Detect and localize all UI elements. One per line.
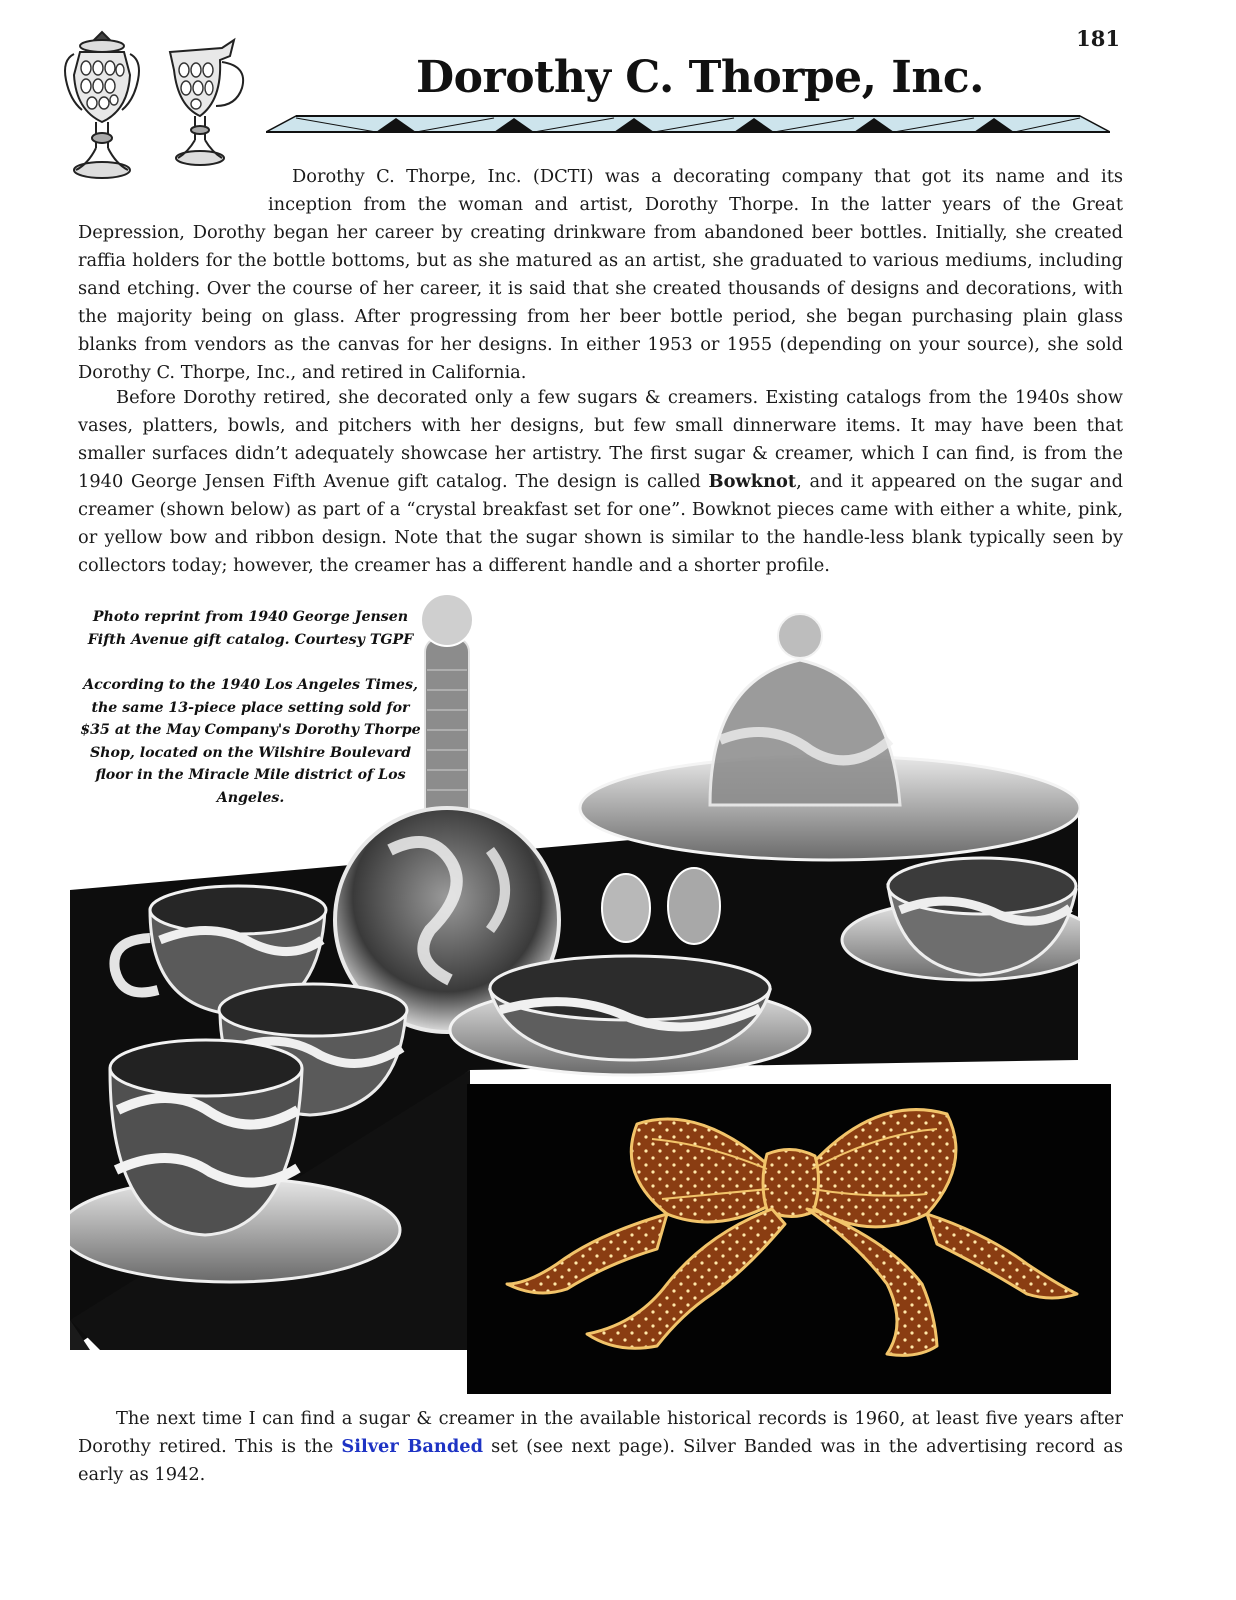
photo-credit-caption: Photo reprint from 1940 George Jensen Fifth Avenue gift catalog. Courtesy TGPF [87, 609, 414, 648]
bowknot-paragraph-text-after: , and it appeared on the sugar and creamer (shown below) as part of a “crystal breakfast set for one”. Bowknot pieces came with either a white, pink, or yellow bow and ribbon design. Note that the sugar shown is similar to the handle-less blank typically seen by collectors today; however, the creamer has a different handle and a shorter profile. [78, 471, 1123, 576]
bowknot-design-image [467, 1084, 1111, 1394]
bowknot-term: Bowknot [708, 471, 797, 492]
decorative-rule [266, 112, 1110, 136]
bowknot-bow-drawing [467, 1084, 1111, 1394]
silver-banded-link[interactable]: Silver Banded [341, 1436, 484, 1457]
silver-banded-paragraph [78, 1405, 1123, 1489]
page-number: 181 [1076, 26, 1120, 51]
bowknot-paragraph [78, 384, 1123, 580]
times-note-caption: According to the 1940 Los Angeles Times, the same 13-piece place setting sold for $35 at the May Company's Dorothy Thorpe Shop, located on the Wilshire Boulevard floor in the Miracle Mile district of Los Angeles. [80, 677, 421, 806]
intro-paragraph-text: Dorothy C. Thorpe, Inc. (DCTI) was a decorating company that got its name and its inception from the woman and artist, Dorothy Thorpe. In the latter years of the Great Depression, Dorothy began her career by creating drinkware from abandoned beer bottles. Initially, she created raffia holders for the bottle bottoms, but as she matured as an artist, she graduated to various mediums, including sand etching. Over the course of her career, it is said that she created thousands of designs and decorations, with the majority being on glass. After progressing from her beer bottle period, she began purchasing plain glass blanks from vendors as the canvas for her designs. In either 1953 or 1955 (depending on your source), she sold Dorothy C. Thorpe, Inc., and retired in California. [78, 166, 1123, 383]
intro-paragraph [78, 163, 1123, 387]
page-title: Dorothy C. Thorpe, Inc. [416, 52, 984, 103]
bowknot-paragraph-text-before: Before Dorothy retired, she decorated only a few sugars & creamers. Existing catalogs from the 1940s show vases, platters, bowls, and pitchers with her designs, but few small dinnerware items. It may have been that smaller surfaces didn’t adequately showcase her artistry. The first sugar & creamer, which I can find, is from the 1940 George Jensen Fifth Avenue gift catalog. The design is called [78, 387, 1123, 492]
silver-banded-paragraph-text-after: set (see next page). Silver Banded was in the advertising record as early as 1942. [78, 1436, 1124, 1485]
silver-banded-paragraph-text-before: The next time I can find a sugar & creamer in the available historical records is 1960, at least five years after Dorothy retired. This is the [78, 1408, 1123, 1457]
